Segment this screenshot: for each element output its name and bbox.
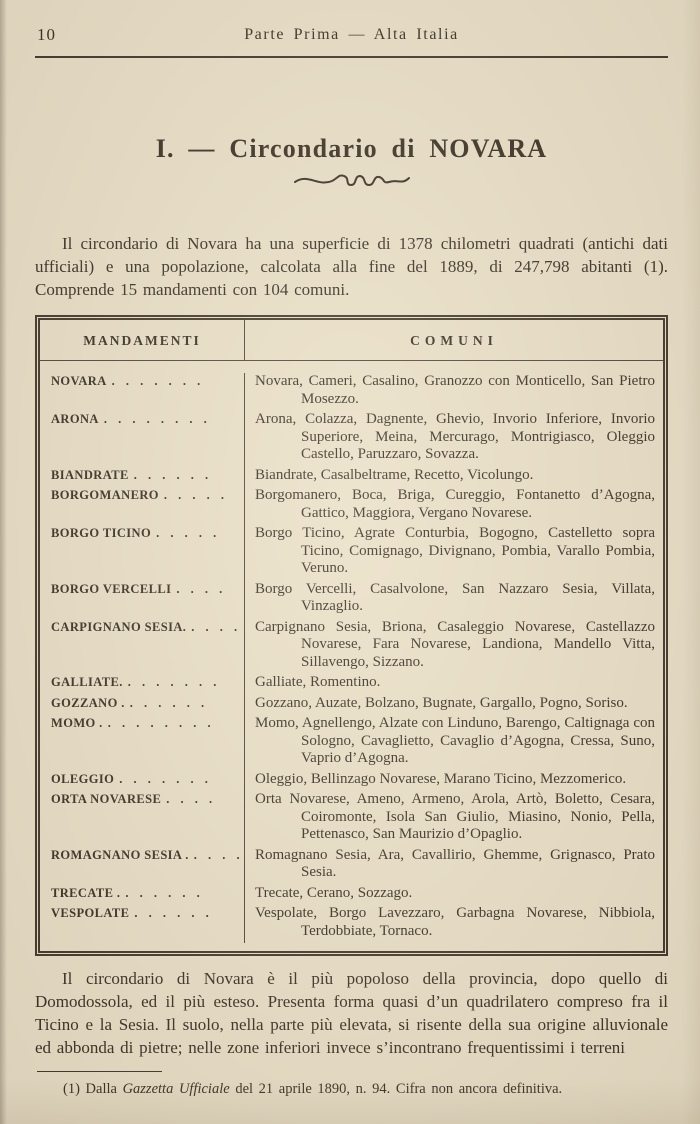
leader-dots: . . . . . bbox=[156, 526, 221, 540]
intro-paragraph: Il circondario di Novara ha una superficie di 1378 chilometri quadrati (antichi dati ufficiali) e una popolazione, calcolata alla fine del 1889, di 247,798 abitanti (1). Comprende 15 mandamenti con 104 comuni. bbox=[35, 234, 668, 299]
table-row bbox=[40, 791, 663, 847]
mandamento-cell bbox=[40, 905, 245, 943]
table-row bbox=[40, 373, 663, 411]
comuni-list: Biandrate, Casalbeltrame, Recetto, Vicolungo. bbox=[255, 466, 534, 483]
mandamento-cell bbox=[40, 467, 245, 488]
comuni-list: Gozzano, Auzate, Bolzano, Bugnate, Gargallo, Pogno, Soriso. bbox=[255, 694, 628, 711]
comuni-cell bbox=[245, 771, 663, 792]
comuni-list: Arona, Colazza, Dagnente, Ghevio, Invorio Inferiore, Invorio Superiore, Meina, Mercurago, Montrigiasco, Oleggio Castello, Paruzzaro, Sovazza. bbox=[255, 411, 655, 462]
table-row bbox=[40, 467, 663, 488]
footnote bbox=[35, 1080, 668, 1099]
mandamento-name: BORGOMANERO bbox=[51, 488, 159, 502]
comuni-cell bbox=[245, 373, 663, 411]
leader-dots: . . . . . . . bbox=[119, 771, 212, 786]
table-body bbox=[40, 361, 663, 951]
leader-dots: . . . . . . bbox=[133, 467, 213, 482]
comuni-cell bbox=[245, 467, 663, 488]
comuni-cell bbox=[245, 411, 663, 467]
comuni-cell bbox=[245, 885, 663, 906]
table-row bbox=[40, 619, 663, 675]
column-header-comuni: COMUNI bbox=[245, 320, 663, 361]
comuni-cell bbox=[245, 715, 663, 771]
running-title: Parte Prima — Alta Italia bbox=[244, 26, 459, 43]
table-row bbox=[40, 695, 663, 716]
comuni-list: Romagnano Sesia, Ara, Cavallirio, Ghemme, Grignasco, Prato Sesia. bbox=[255, 846, 655, 880]
table-row bbox=[40, 847, 663, 885]
leader-dots: . . . . . . . bbox=[127, 675, 221, 689]
comuni-cell bbox=[245, 581, 663, 619]
closing-paragraph: Il circondario di Novara è il più popoloso della provincia, dopo quello di Domodossola, ed il più esteso. Presenta forma quasi d’un quadrilatero compreso fra il Ticino e la Sesia. Il suolo, nella parte più elevata, si risente della sua origine alluvionale ed abbonda di pietre; nelle zone inferiori invece s’incontrano frequentissimi i terreni bbox=[35, 969, 668, 1057]
comuni-cell bbox=[245, 847, 663, 885]
footnote-rule bbox=[37, 1071, 162, 1072]
mandamento-cell bbox=[40, 715, 245, 771]
mandamento-name: BORGO TICINO bbox=[51, 526, 152, 540]
leader-dots: . . . . . bbox=[163, 488, 228, 502]
leader-dots: . . . . . . . bbox=[111, 374, 205, 388]
leader-dots: . . . . bbox=[166, 792, 217, 806]
table-header-row bbox=[40, 320, 663, 361]
table-row bbox=[40, 411, 663, 467]
footnote-italic: Gazzetta Ufficiale bbox=[122, 1081, 230, 1097]
comuni-cell bbox=[245, 525, 663, 581]
comuni-list: Oleggio, Bellinzago Novarese, Marano Ticino, Mezzomerico. bbox=[255, 770, 627, 787]
table-row bbox=[40, 487, 663, 525]
comuni-cell bbox=[245, 674, 663, 695]
leader-dots: . . . . . . bbox=[129, 695, 209, 710]
mandamento-name: ARONA bbox=[51, 412, 99, 426]
comuni-list: Borgo Vercelli, Casalvolone, San Nazzaro Sesia, Villata, Vinzaglio. bbox=[255, 580, 655, 614]
comuni-list: Carpignano Sesia, Briona, Casaleggio Novarese, Castellazzo Novarese, Fara Novarese, Landiona, Mandello Vitta, Sillavengo, Sizzano. bbox=[255, 618, 655, 670]
mandamento-cell bbox=[40, 581, 245, 619]
comuni-list: Borgomanero, Boca, Briga, Cureggio, Fontanetto d’Agogna, Gattico, Maggiora, Vergano Novarese. bbox=[255, 487, 655, 521]
mandamento-cell bbox=[40, 487, 245, 525]
leader-dots: . . . . . . bbox=[134, 906, 213, 920]
page-number: 10 bbox=[37, 25, 56, 44]
leader-dots: . . . . bbox=[176, 581, 227, 596]
mandamento-name: VESPOLATE bbox=[51, 906, 130, 920]
mandamento-cell bbox=[40, 525, 245, 581]
mandamento-cell bbox=[40, 695, 245, 716]
footnote-suffix: del 21 aprile 1890, n. 94. Cifra non ancora definitiva. bbox=[229, 1081, 563, 1097]
mandamento-cell bbox=[40, 619, 245, 675]
table-row bbox=[40, 771, 663, 792]
mandamento-name: CARPIGNANO SESIA. bbox=[51, 619, 187, 634]
mandamento-name: OLEGGIO bbox=[51, 771, 115, 786]
table-row bbox=[40, 674, 663, 695]
comuni-list: Borgo Ticino, Agrate Conturbia, Bogogno, Castelletto sopra Ticino, Comignago, Divignano, Pombia, Varallo Pombia, Veruno. bbox=[255, 525, 655, 576]
comuni-list: Vespolate, Borgo Lavezzaro, Garbagna Novarese, Nibbiola, Terdobbiate, Tornaco. bbox=[255, 905, 655, 939]
mandamenti-table bbox=[35, 315, 668, 956]
column-header-mandamenti: MANDAMENTI bbox=[40, 320, 245, 361]
mandamento-name: ROMAGNANO SESIA . bbox=[51, 847, 189, 862]
running-head bbox=[35, 24, 668, 46]
comuni-list: Orta Novarese, Ameno, Armeno, Arola, Artò, Boletto, Cesara, Coiromonte, Isola San Giulio, Miasino, Nonio, Pella, Pettenasco, San Maurizio d’Opaglio. bbox=[255, 791, 655, 842]
leader-dots: . . . . . . . . bbox=[107, 716, 215, 730]
mandamento-name: TRECATE . bbox=[51, 885, 121, 900]
mandamento-cell bbox=[40, 411, 245, 467]
mandamento-name: ORTA NOVARESE bbox=[51, 792, 162, 806]
mandamento-name: MOMO . bbox=[51, 716, 103, 730]
leader-dots: . . . . . . . . bbox=[103, 412, 211, 426]
comuni-cell bbox=[245, 905, 663, 943]
mandamento-cell bbox=[40, 885, 245, 906]
table-row bbox=[40, 885, 663, 906]
comuni-cell bbox=[245, 619, 663, 675]
header-rule bbox=[35, 56, 668, 58]
mandamento-name: BORGO VERCELLI bbox=[51, 581, 172, 596]
mandamento-name: GALLIATE. bbox=[51, 675, 123, 689]
comuni-list: Galliate, Romentino. bbox=[255, 674, 381, 690]
comuni-cell bbox=[245, 791, 663, 847]
mandamento-cell bbox=[40, 373, 245, 411]
leader-dots: . . . . bbox=[193, 847, 244, 862]
mandamento-cell bbox=[40, 847, 245, 885]
table-row bbox=[40, 581, 663, 619]
comuni-list: Trecate, Cerano, Sozzago. bbox=[255, 884, 413, 901]
leader-dots: . . . . bbox=[191, 619, 242, 634]
section-title: I. — Circondario di NOVARA bbox=[155, 134, 548, 163]
comuni-list: Momo, Agnellengo, Alzate con Linduno, Barengo, Caltignaga con Sologno, Cavaglietto, Cavaglio d’Agogna, Cressa, Suno, Vaprio d’Agogna. bbox=[255, 715, 655, 766]
table-row bbox=[40, 525, 663, 581]
table-row bbox=[40, 715, 663, 771]
comuni-cell bbox=[245, 487, 663, 525]
footnote-prefix: (1) Dalla bbox=[63, 1081, 123, 1097]
comuni-cell bbox=[245, 695, 663, 716]
ornament-wrap bbox=[35, 170, 668, 197]
table-row bbox=[40, 905, 663, 943]
leader-dots: . . . . . . bbox=[125, 885, 204, 900]
flourish-ornament-icon bbox=[292, 179, 412, 196]
mandamento-name: BIANDRATE bbox=[51, 467, 129, 482]
mandamento-name: GOZZANO . bbox=[51, 695, 125, 710]
mandamento-cell bbox=[40, 771, 245, 792]
mandamento-cell bbox=[40, 674, 245, 695]
mandamento-cell bbox=[40, 791, 245, 847]
page-content bbox=[35, 0, 668, 1099]
comuni-list: Novara, Cameri, Casalino, Granozzo con Monticello, San Pietro Mosezzo. bbox=[255, 373, 655, 407]
mandamento-name: NOVARA bbox=[51, 374, 107, 388]
